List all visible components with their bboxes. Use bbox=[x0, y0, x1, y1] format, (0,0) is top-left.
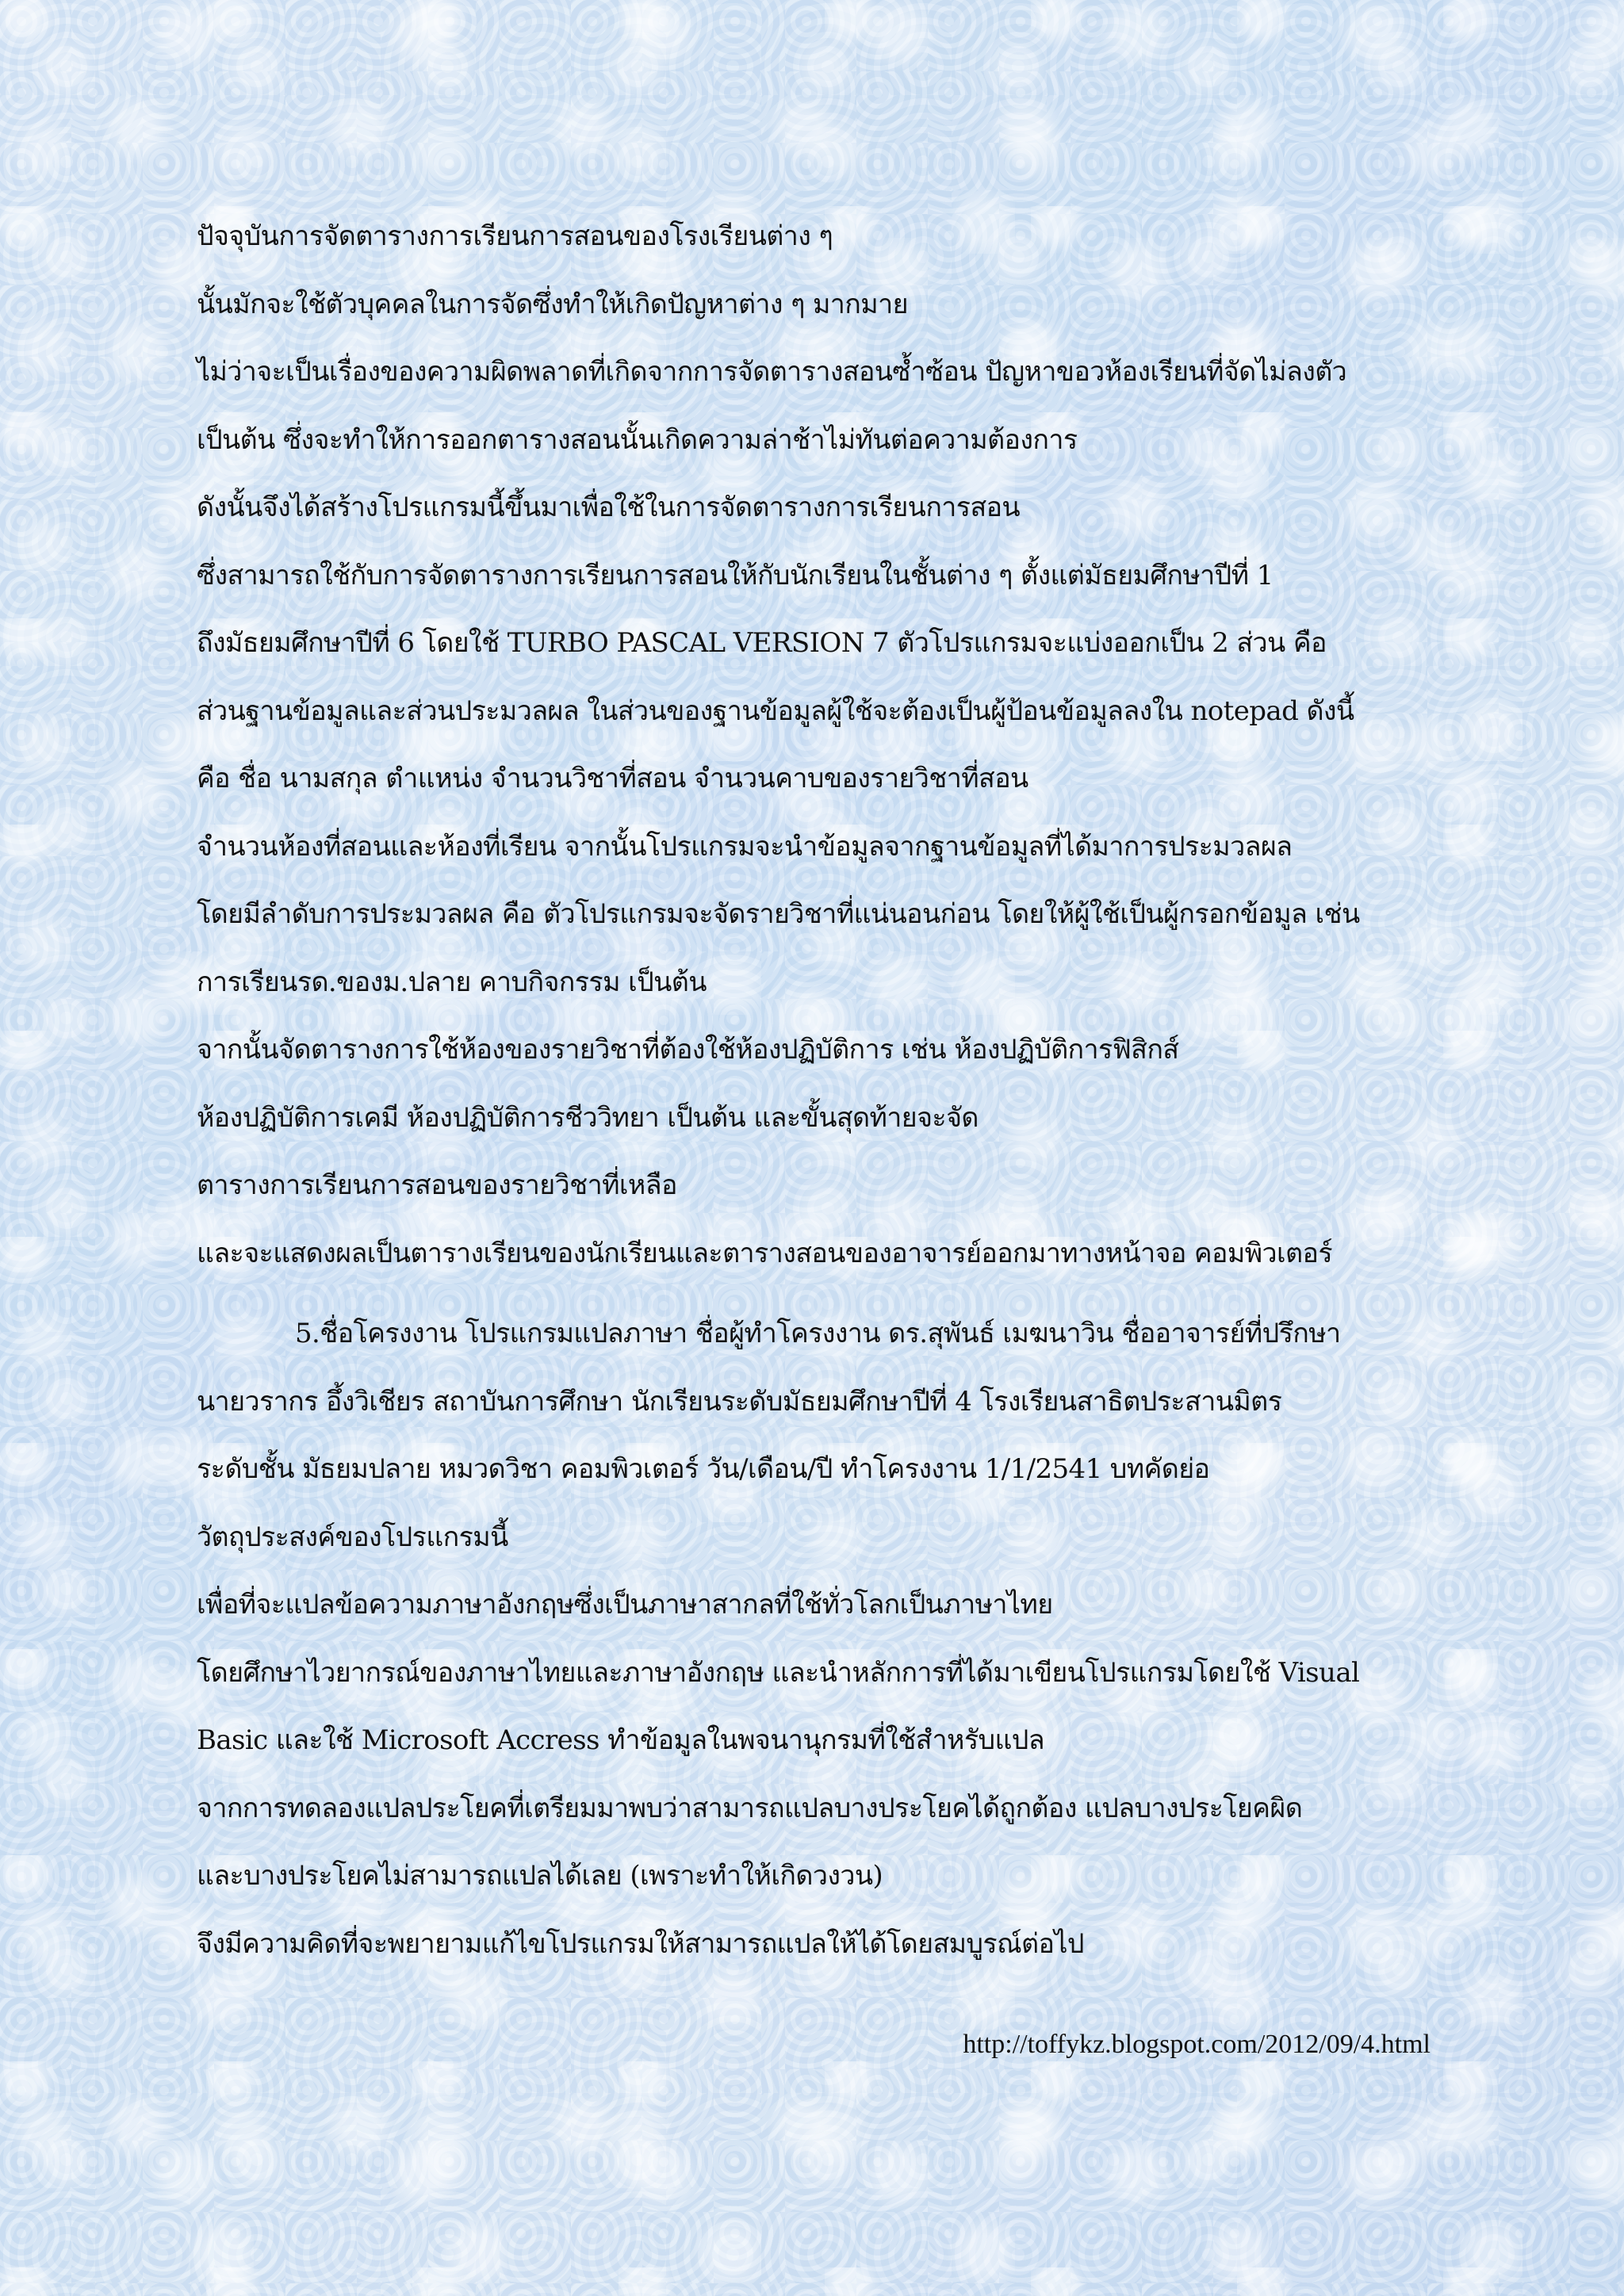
text-line: จำนวนห้องที่สอนและห้องที่เรียน จากนั้นโปรแกรมจะนำข้อมูลจากฐานข้อมูลที่ได้มาการประมวลผล bbox=[197, 830, 1293, 863]
text-line: คือ ชื่อ นามสกุล ตำแหน่ง จำนวนวิชาที่สอน จำนวนคาบของรายวิชาที่สอน bbox=[197, 763, 1028, 794]
text-line: จากการทดลองแปลประโยคที่เตรียมมาพบว่าสามารถแปลบางประโยคได้ถูกต้อง แปลบางประโยคผิด bbox=[197, 1792, 1303, 1824]
text-line: จากนั้นจัดตารางการใช้ห้องของรายวิชาที่ต้องใช้ห้องปฏิบัติการ เช่น ห้องปฏิบัติการฟิสิกส์ bbox=[197, 1034, 1179, 1066]
paragraph-timetable-program bbox=[197, 203, 1434, 1288]
text-line: นายวรากร อึ้งวิเชียร สถาบันการศึกษา นักเรียนระดับมัธยมศึกษาปีที่ 4 โรงเรียนสาธิตประสานมิตร bbox=[197, 1385, 1282, 1418]
text-line: ปัจจุบันการจัดตารางการเรียนการสอนของโรงเรียนต่าง ๆ bbox=[197, 220, 833, 252]
text-line: โดยศึกษาไวยากรณ์ของภาษาไทยและภาษาอังกฤษ และนำหลักการที่ได้มาเขียนโปรแกรมโดยใช้ Visual bbox=[197, 1656, 1360, 1689]
text-line: ถึงมัธยมศึกษาปีที่ 6 โดยใช้ TURBO PASCAL VERSION 7 ตัวโปรแกรมจะแบ่งออกเป็น 2 ส่วน คือ bbox=[197, 627, 1327, 659]
text-line: Basic และใช้ Microsoft Accress ทำข้อมูลในพจนานุกรมที่ใช้สำหรับแปล bbox=[197, 1724, 1045, 1756]
document-body bbox=[197, 203, 1434, 1978]
paragraph-translation-project bbox=[197, 1300, 1434, 1978]
text-line: และบางประโยคไม่สามารถแปลได้เลย (เพราะทำให้เกิดวงวน) bbox=[197, 1860, 883, 1892]
text-line: ไม่ว่าจะเป็นเรื่องของความผิดพลาดที่เกิดจากการจัดตารางสอนซ้ำซ้อน ปัญหาขอวห้องเรียนที่จัดไม่ลงตัว bbox=[197, 356, 1347, 388]
text-line: ระดับชั้น มัธยมปลาย หมวดวิชา คอมพิวเตอร์ วัน/เดือน/ปี ทำโครงงาน 1/1/2541 บทคัดย่อ bbox=[197, 1453, 1210, 1485]
source-url: http://toffykz.blogspot.com/2012/09/4.html bbox=[963, 2030, 1431, 2059]
text-line: วัตถุประสงค์ของโปรแกรมนี้ bbox=[197, 1521, 508, 1553]
text-line: ซึ่งสามารถใช้กับการจัดตารางการเรียนการสอนให้กับนักเรียนในชั้นต่าง ๆ ตั้งแต่มัธยมศึกษาปีที่ 1 bbox=[197, 559, 1274, 591]
text-line: ห้องปฏิบัติการเคมี ห้องปฏิบัติการชีววิทยา เป็นต้น และขั้นสุดท้ายจะจัด bbox=[197, 1101, 979, 1134]
text-line: ดังนั้นจึงได้สร้างโปรแกรมนี้ขึ้นมาเพื่อใช้ในการจัดตารางการเรียนการสอน bbox=[197, 492, 1021, 523]
text-line: เพื่อที่จะแปลข้อความภาษาอังกฤษซึ่งเป็นภาษาสากลที่ใช้ทั่วโลกเป็นภาษาไทย bbox=[197, 1589, 1053, 1621]
text-line: ส่วนฐานข้อมูลและส่วนประมวลผล ในส่วนของฐานข้อมูลผู้ใช้จะต้องเป็นผู้ป้อนข้อมูลลงใน notepad ดังนี้ bbox=[197, 695, 1354, 727]
text-line: ตารางการเรียนการสอนของรายวิชาที่เหลือ bbox=[197, 1169, 677, 1201]
text-line: เป็นต้น ซึ่งจะทำให้การออกตารางสอนนั้นเกิดความล่าช้าไม่ทันต่อความต้องการ bbox=[197, 423, 1078, 456]
paragraph-gap bbox=[197, 1288, 1434, 1300]
text-line: นั้นมักจะใช้ตัวบุคคลในการจัดซึ่งทำให้เกิดปัญหาต่าง ๆ มากมาย bbox=[197, 288, 908, 320]
text-line: การเรียนรด.ของม.ปลาย คาบกิจกรรม เป็นต้น bbox=[197, 966, 707, 998]
text-line: จึงมีความคิดที่จะพยายามแก้ไขโปรแกรมให้สามารถแปลให้ได้โดยสมบูรณ์ต่อไป bbox=[197, 1927, 1084, 1960]
text-line: โดยมีลำดับการประมวลผล คือ ตัวโปรแกรมจะจัดรายวิชาที่แน่นอนก่อน โดยให้ผู้ใช้เป็นผู้กรอกข้อมูล เช่น bbox=[197, 898, 1360, 930]
text-line: และจะแสดงผลเป็นตารางเรียนของนักเรียนและตารางสอนของอาจารย์ออกมาทางหน้าจอ คอมพิวเตอร์ bbox=[197, 1237, 1332, 1269]
text-line: 5.ชื่อโครงงาน โปรแกรมแปลภาษา ชื่อผู้ทำโครงงาน ดร.สุพันธ์ เมฆนาวิน ชื่ออาจารย์ที่ปรึกษา bbox=[295, 1318, 1341, 1349]
